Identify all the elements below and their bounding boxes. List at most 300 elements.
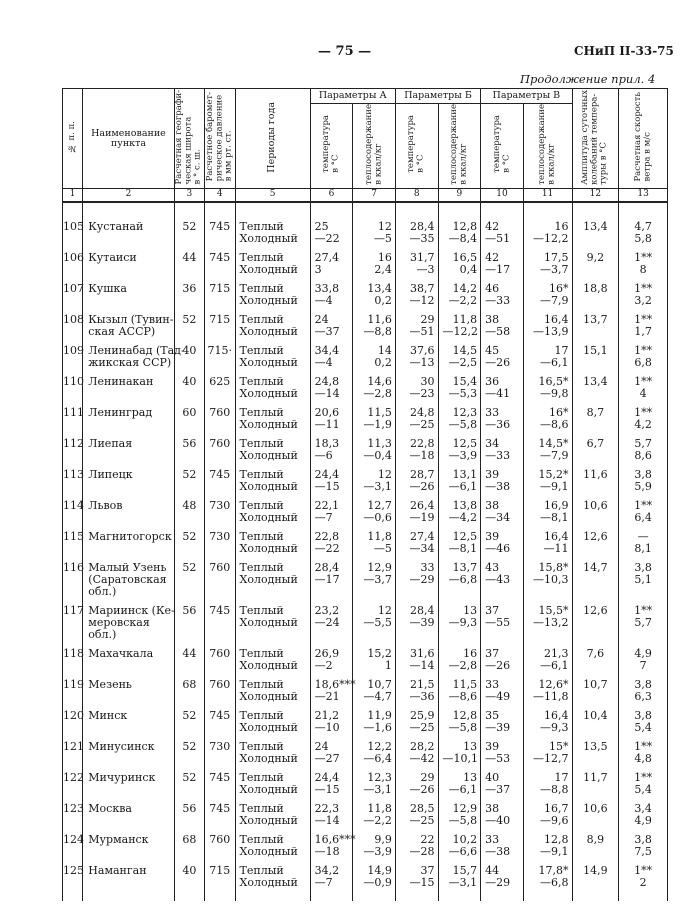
cell-line: —0,4 <box>363 449 392 463</box>
table-row <box>63 860 668 901</box>
cell-line: —6,8 <box>540 876 569 890</box>
param-b-temp <box>395 371 438 402</box>
cell-line: 34,2 <box>314 864 340 878</box>
cell-line: —42 <box>409 752 435 766</box>
row-place-name <box>83 371 174 402</box>
cell-line: —28 <box>409 845 435 859</box>
column-number: 13 <box>619 189 668 203</box>
row-wind <box>619 798 668 829</box>
cell-line: —15 <box>314 783 340 797</box>
row-place-name <box>83 600 174 643</box>
cell-line: 3,8 <box>634 709 652 723</box>
column-number: 11 <box>523 189 572 203</box>
cell-line: 11,9 <box>367 709 392 723</box>
cell-line: 9,9 <box>374 833 392 847</box>
row-place-name <box>83 495 174 526</box>
cell-line: —8,6 <box>540 418 569 432</box>
param-a-heat <box>353 247 396 278</box>
row-number: 112 <box>63 433 83 464</box>
param-b-heat <box>438 464 481 495</box>
cell-line: 11,3 <box>367 437 392 451</box>
table-row <box>63 767 668 798</box>
cell-line: обл.) <box>88 585 117 599</box>
row-wind <box>619 557 668 600</box>
param-b-heat <box>438 202 481 247</box>
cell-line: Теплый <box>239 864 284 878</box>
cell-line: 33,8 <box>314 282 340 296</box>
cell-line: Кушка <box>88 282 127 296</box>
row-place-name <box>83 309 174 340</box>
cell-line: 34 <box>485 437 500 451</box>
climate-table <box>62 88 668 901</box>
cell-line: 5,1 <box>634 573 652 587</box>
param-a-heat <box>353 526 396 557</box>
param-a-temp <box>310 860 353 901</box>
cell-line: 5,7 <box>634 437 652 451</box>
cell-line: 33 <box>485 678 500 692</box>
row-pressure: 745 <box>205 798 235 829</box>
table-row <box>63 557 668 600</box>
cell-line: Теплый <box>239 561 284 575</box>
cell-line: —3,1 <box>448 876 478 890</box>
cell-line: 1** <box>634 282 653 296</box>
cell-line: —9,1 <box>540 480 569 494</box>
cell-line: 3,8 <box>634 833 652 847</box>
cell-line: 15* <box>549 740 569 754</box>
row-amplitude: 6,7 <box>572 433 619 464</box>
cell-line: —4 <box>314 294 333 308</box>
param-b-temp <box>395 464 438 495</box>
row-periods <box>235 674 310 705</box>
cell-line: —5,8 <box>448 721 478 735</box>
cell-line: 15,5* <box>538 604 569 618</box>
row-periods <box>235 526 310 557</box>
cell-line: 1** <box>634 251 653 265</box>
row-periods <box>235 278 310 309</box>
table-row <box>63 643 668 674</box>
cell-line: —33 <box>485 294 511 308</box>
row-number: 105 <box>63 202 83 247</box>
cell-line: —37 <box>314 325 340 339</box>
param-a-temp <box>310 798 353 829</box>
row-periods <box>235 340 310 371</box>
cell-line: 16,4 <box>544 709 569 723</box>
cell-line: Холодный <box>239 690 298 704</box>
row-wind <box>619 433 668 464</box>
cell-line: 15,4 <box>452 375 478 389</box>
cell-line: Теплый <box>239 530 284 544</box>
param-c-temp <box>481 674 524 705</box>
cell-line: Махачкала <box>88 647 154 661</box>
cell-line: Холодный <box>239 876 298 890</box>
cell-line: —17 <box>485 263 511 277</box>
cell-line: —3,9 <box>448 449 478 463</box>
param-c-temp <box>481 278 524 309</box>
cell-line: —51 <box>409 325 435 339</box>
row-place-name <box>83 340 185 371</box>
row-pressure: 745 <box>205 247 235 278</box>
cell-line: 15,2* <box>538 468 569 482</box>
table-row <box>63 309 668 340</box>
param-c-heat <box>523 433 572 464</box>
param-c-temp <box>481 402 524 433</box>
cell-line: 14,5 <box>452 344 478 358</box>
row-periods <box>235 798 310 829</box>
row-amplitude: 15,1 <box>572 340 619 371</box>
row-latitude: 40 <box>174 371 204 402</box>
param-c-temp <box>481 340 524 371</box>
cell-line: Холодный <box>239 845 298 859</box>
row-wind <box>619 309 668 340</box>
cell-line: 31,7 <box>410 251 435 265</box>
row-number: 117 <box>63 600 83 643</box>
row-latitude: 68 <box>174 829 204 860</box>
cell-line: —1,9 <box>363 418 392 432</box>
cell-line: —12,7 <box>533 752 569 766</box>
cell-line: —21 <box>314 690 340 704</box>
table-row <box>63 247 668 278</box>
param-c-heat <box>523 860 572 901</box>
row-wind <box>619 767 668 798</box>
cell-line: —5 <box>373 232 392 246</box>
row-number: 123 <box>63 798 83 829</box>
column-number: 9 <box>438 189 481 203</box>
cell-line: Холодный <box>239 542 298 556</box>
row-number: 106 <box>63 247 83 278</box>
cell-line: 38 <box>485 499 500 513</box>
row-pressure: 760 <box>205 402 235 433</box>
param-c-heat <box>523 202 572 247</box>
cell-line: 14,6 <box>367 375 392 389</box>
table-row <box>63 829 668 860</box>
cell-line: 6,8 <box>634 356 652 370</box>
cell-line: Ленинград <box>88 406 153 420</box>
cell-line: 24 <box>314 313 329 327</box>
row-wind <box>619 705 668 736</box>
cell-line: 28,4 <box>410 220 435 234</box>
param-a-temp <box>310 674 356 705</box>
row-number: 114 <box>63 495 83 526</box>
cell-line: 17,5 <box>544 251 569 265</box>
param-b-temp <box>395 674 438 705</box>
row-number: 118 <box>63 643 83 674</box>
cell-line: 25 <box>314 220 329 234</box>
cell-line: 22,3 <box>314 802 340 816</box>
cell-line: 35 <box>485 709 500 723</box>
param-a-temp <box>310 340 353 371</box>
param-a-heat <box>353 643 396 674</box>
cell-line: —8,6 <box>448 690 478 704</box>
row-pressure: 745 <box>205 600 235 643</box>
header-c-heat: теплосодержание в ккал/кг <box>537 104 557 185</box>
cell-line: —35 <box>409 232 435 246</box>
cell-line: 22,1 <box>314 499 340 513</box>
cell-line: —19 <box>409 511 435 525</box>
cell-line: 14 <box>377 344 392 358</box>
cell-line: 24,8 <box>314 375 340 389</box>
cell-line: 38 <box>485 313 500 327</box>
row-wind <box>619 674 668 705</box>
row-place-name <box>83 402 174 433</box>
param-a-temp <box>310 309 353 340</box>
row-number: 119 <box>63 674 83 705</box>
cell-line: 16,5* <box>538 375 569 389</box>
param-c-heat <box>523 340 572 371</box>
cell-line: 16,7 <box>544 802 569 816</box>
cell-line: 0,2 <box>374 294 392 308</box>
cell-line: Холодный <box>239 263 298 277</box>
param-c-temp <box>481 309 524 340</box>
param-c-temp <box>481 705 524 736</box>
row-periods <box>235 600 310 643</box>
param-a-temp <box>310 600 353 643</box>
cell-line: —4,2 <box>448 511 478 525</box>
cell-line: Теплый <box>239 499 284 513</box>
row-latitude: 36 <box>174 278 204 309</box>
column-number: 2 <box>83 189 174 203</box>
cell-line: Холодный <box>239 616 298 630</box>
cell-line: —7,9 <box>540 294 569 308</box>
cell-line: Кустанай <box>88 220 144 234</box>
param-b-temp <box>395 798 438 829</box>
row-wind <box>619 600 668 643</box>
cell-line: 20,6 <box>314 406 340 420</box>
cell-line: —9,3 <box>448 616 478 630</box>
row-pressure: 730 <box>205 495 235 526</box>
cell-line: 27,4 <box>314 251 340 265</box>
cell-line: — <box>637 530 649 544</box>
cell-line: —8,4 <box>448 232 478 246</box>
column-number: 1 <box>63 189 83 203</box>
cell-line: —10 <box>314 721 340 735</box>
cell-line: 15,7 <box>452 864 478 878</box>
header-b-heat: теплосодержание в ккал/кг <box>448 104 469 185</box>
cell-line: —3,9 <box>363 845 392 859</box>
cell-line: 12 <box>377 468 392 482</box>
cell-line: —26 <box>409 480 435 494</box>
document-code: СНиП II-33-75 <box>574 44 674 58</box>
row-amplitude: 11,6 <box>572 464 619 495</box>
param-a-temp <box>310 767 353 798</box>
header-name: Наименование пункта <box>91 127 166 149</box>
cell-line: 12,7 <box>367 499 392 513</box>
cell-line: 5,4 <box>634 721 652 735</box>
param-b-temp <box>395 402 438 433</box>
cell-line: Москва <box>88 802 132 816</box>
row-latitude: 52 <box>174 557 204 600</box>
climate-table-wrapper <box>62 88 668 901</box>
table-row <box>63 705 668 736</box>
cell-line: 21,5 <box>410 678 435 692</box>
table-row <box>63 736 668 767</box>
cell-line: (Саратовская <box>88 573 167 587</box>
cell-line: 12,2 <box>367 740 392 754</box>
cell-line: —11,8 <box>533 690 569 704</box>
cell-line: —39 <box>485 721 511 735</box>
cell-line: 17 <box>554 344 569 358</box>
row-latitude: 44 <box>174 643 204 674</box>
cell-line: 12,9 <box>367 561 392 575</box>
row-amplitude: 13,4 <box>572 371 619 402</box>
cell-line: —26 <box>485 356 511 370</box>
cell-line: —9,6 <box>540 814 569 828</box>
cell-line: —29 <box>485 876 511 890</box>
row-latitude: 56 <box>174 433 204 464</box>
row-latitude: 52 <box>174 464 204 495</box>
cell-line: 3,8 <box>634 468 652 482</box>
cell-line: 1** <box>634 344 653 358</box>
param-a-temp <box>310 736 353 767</box>
row-wind <box>619 247 668 278</box>
cell-line: Холодный <box>239 814 298 828</box>
row-periods <box>235 643 310 674</box>
table-row <box>63 674 668 705</box>
row-pressure: 745 <box>205 464 235 495</box>
cell-line: 26,9 <box>314 647 340 661</box>
cell-line: 29 <box>420 313 435 327</box>
cell-line: 5,8 <box>634 232 652 246</box>
param-b-temp <box>395 600 438 643</box>
header-c-temp: температура в °С <box>491 115 511 174</box>
cell-line: Теплый <box>239 220 284 234</box>
cell-line: 39 <box>485 530 500 544</box>
cell-line: —1,6 <box>363 721 392 735</box>
row-latitude: 60 <box>174 402 204 433</box>
row-periods <box>235 829 310 860</box>
param-c-heat <box>523 557 572 600</box>
row-amplitude: 9,2 <box>572 247 619 278</box>
param-b-temp <box>395 526 438 557</box>
cell-line: —12,2 <box>533 232 569 246</box>
row-pressure: 625 <box>205 371 235 402</box>
cell-line: 36 <box>485 375 500 389</box>
cell-line: 16 <box>463 647 478 661</box>
cell-line: —6,4 <box>363 752 392 766</box>
cell-line: 24 <box>314 740 329 754</box>
cell-line: —12 <box>409 294 435 308</box>
table-row <box>63 495 668 526</box>
param-b-temp <box>395 829 438 860</box>
cell-line: —4 <box>314 356 333 370</box>
cell-line: —4,7 <box>363 690 392 704</box>
column-number-row <box>63 189 668 203</box>
cell-line: Холодный <box>239 232 298 246</box>
cell-line: 13,7 <box>452 561 478 575</box>
row-pressure: 760 <box>205 643 235 674</box>
cell-line: 24,4 <box>314 468 340 482</box>
param-b-heat <box>438 433 481 464</box>
row-place-name <box>83 643 174 674</box>
row-wind <box>619 495 668 526</box>
cell-line: Липецк <box>88 468 133 482</box>
cell-line: —55 <box>485 616 511 630</box>
cell-line: 26,4 <box>410 499 435 513</box>
row-pressure: 760 <box>205 557 235 600</box>
param-b-heat <box>438 736 481 767</box>
param-c-temp <box>481 767 524 798</box>
cell-line: —0,6 <box>363 511 392 525</box>
row-place-name <box>83 526 174 557</box>
row-place-name <box>83 557 174 600</box>
param-a-temp <box>310 705 353 736</box>
param-a-heat <box>353 736 396 767</box>
param-a-heat <box>353 600 396 643</box>
cell-line: Холодный <box>239 573 298 587</box>
row-pressure: 760 <box>205 433 235 464</box>
cell-line: —40 <box>485 814 511 828</box>
row-latitude: 52 <box>174 309 204 340</box>
cell-line: 13,1 <box>452 468 478 482</box>
table-row <box>63 526 668 557</box>
row-place-name <box>83 798 174 829</box>
row-place-name <box>83 705 174 736</box>
param-c-heat <box>523 402 572 433</box>
cell-line: Мезень <box>88 678 132 692</box>
cell-line: 29 <box>420 771 435 785</box>
cell-line: —8,8 <box>540 783 569 797</box>
param-b-temp <box>395 860 438 901</box>
param-c-temp <box>481 371 524 402</box>
cell-line: 18,3 <box>314 437 340 451</box>
cell-line: —58 <box>485 325 511 339</box>
cell-line: 10,2 <box>452 833 478 847</box>
row-wind <box>619 643 668 674</box>
cell-line: —6,1 <box>540 356 569 370</box>
cell-line: 21,3 <box>544 647 569 661</box>
param-c-heat <box>523 705 572 736</box>
header-group-b: Параметры Б <box>395 89 480 104</box>
row-periods <box>235 495 310 526</box>
cell-line: 16,4 <box>544 313 569 327</box>
row-place-name <box>83 736 174 767</box>
row-amplitude: 12,6 <box>572 526 619 557</box>
table-row <box>63 600 668 643</box>
param-b-heat <box>438 371 481 402</box>
cell-line: —27 <box>314 752 340 766</box>
row-latitude: 52 <box>174 767 204 798</box>
cell-line: —33 <box>485 449 511 463</box>
cell-line: Теплый <box>239 251 284 265</box>
cell-line: 46 <box>485 282 500 296</box>
cell-line: 8,1 <box>634 542 652 556</box>
cell-line: 0,2 <box>374 356 392 370</box>
cell-line: 39 <box>485 468 500 482</box>
cell-line: —3,7 <box>540 263 569 277</box>
cell-line: 22,8 <box>410 437 435 451</box>
param-a-temp <box>310 371 353 402</box>
cell-line: 1** <box>634 499 653 513</box>
cell-line: Теплый <box>239 709 284 723</box>
row-number: 111 <box>63 402 83 433</box>
param-a-heat <box>353 278 396 309</box>
row-wind <box>619 340 668 371</box>
row-amplitude: 18,8 <box>572 278 619 309</box>
cell-line: Теплый <box>239 771 284 785</box>
cell-line: Минск <box>88 709 128 723</box>
cell-line: 11,8 <box>367 530 392 544</box>
row-amplitude: 10,6 <box>572 798 619 829</box>
param-c-temp <box>481 202 524 247</box>
cell-line: 16,4 <box>544 530 569 544</box>
column-number: 10 <box>481 189 524 203</box>
row-amplitude: 10,4 <box>572 705 619 736</box>
row-amplitude: 13,5 <box>572 736 619 767</box>
cell-line: —6 <box>314 449 333 463</box>
row-wind <box>619 402 668 433</box>
param-a-temp <box>310 433 353 464</box>
table-row <box>63 278 668 309</box>
cell-line: 16 <box>377 251 392 265</box>
